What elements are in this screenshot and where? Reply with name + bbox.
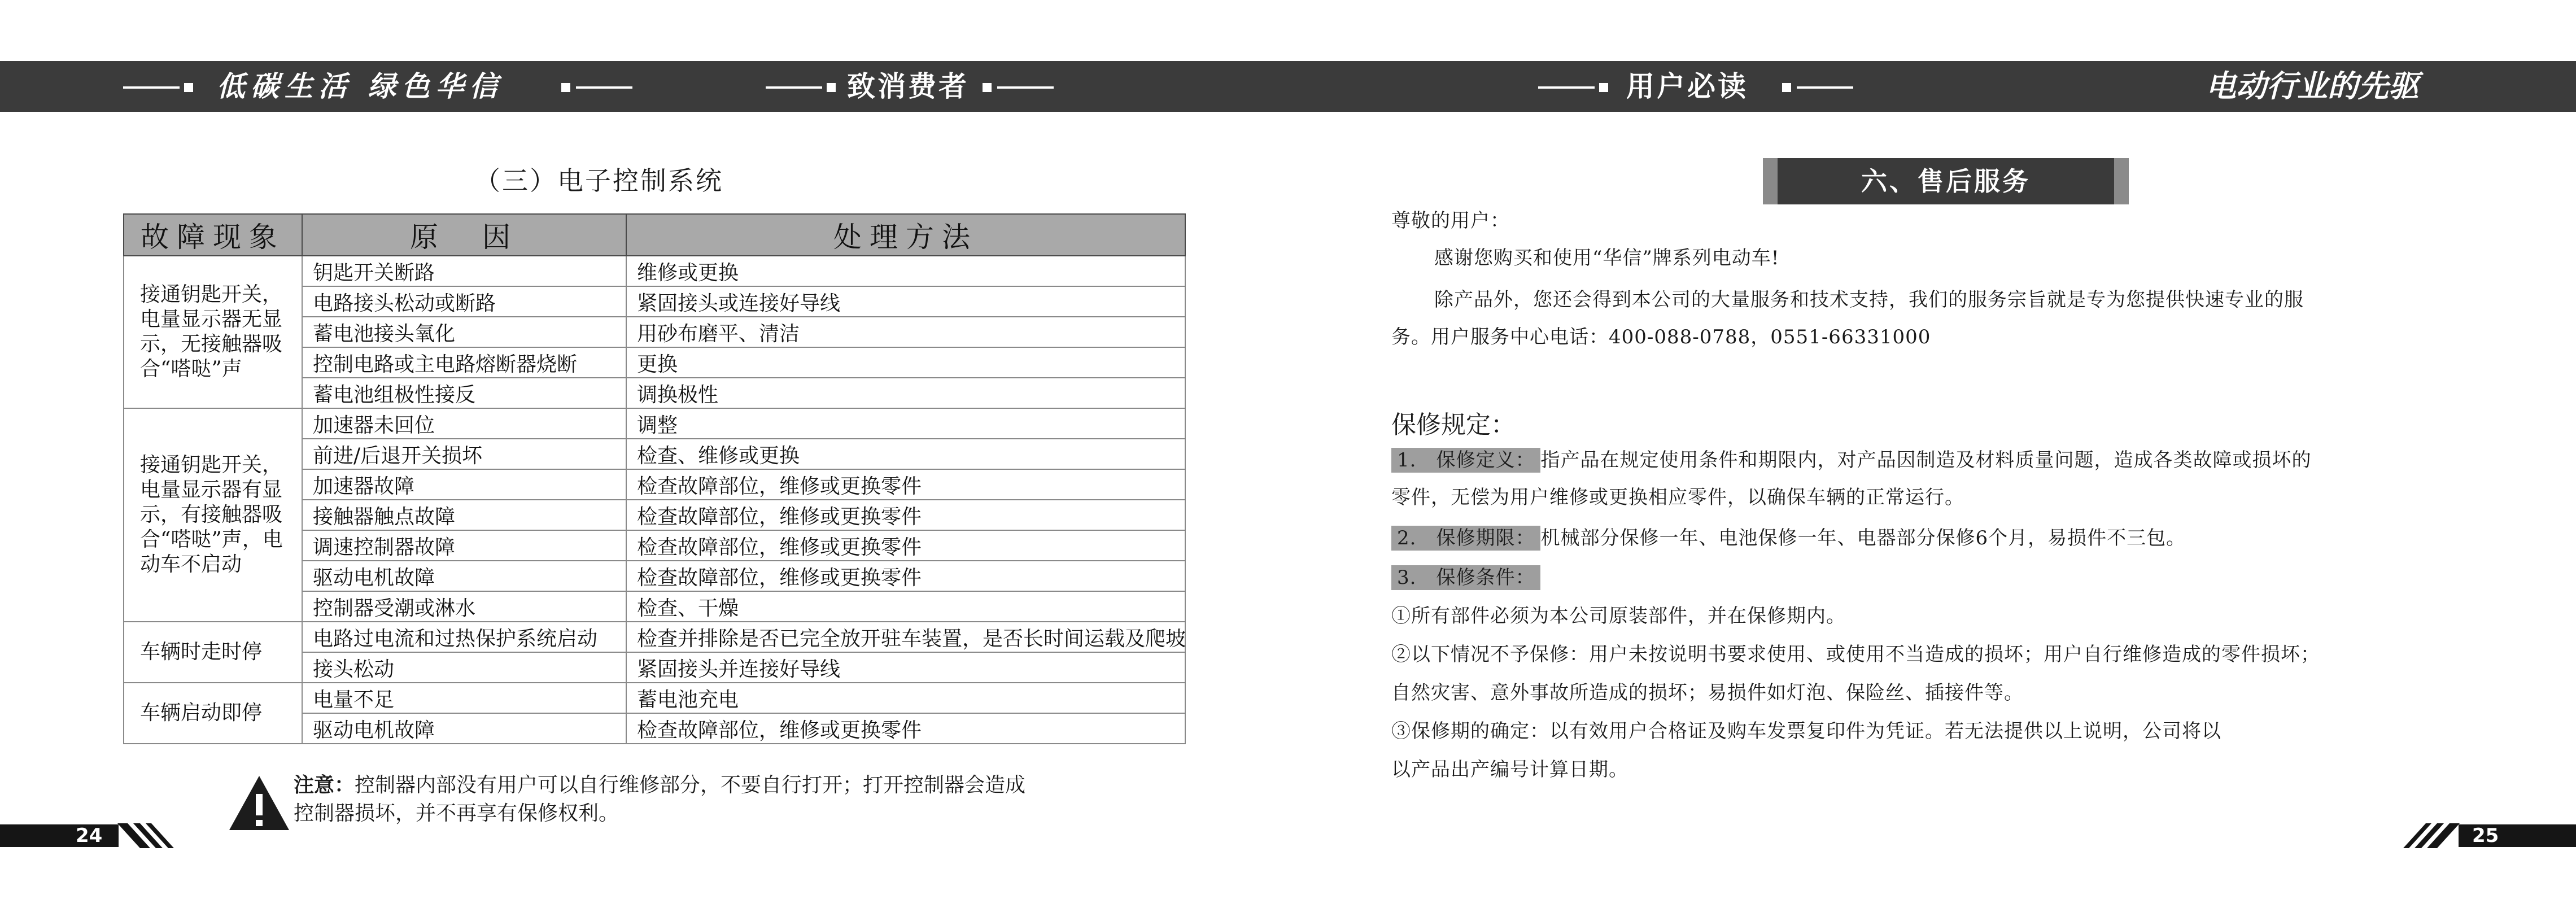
- solution-cell: 检查故障部位，维修或更换零件: [626, 469, 1185, 500]
- table-row: [124, 622, 1185, 652]
- header-deco-line: [1797, 86, 1853, 89]
- solution-cell: 检查、维修或更换: [626, 439, 1185, 469]
- phenomenon-cell: 接通钥匙开关，电量显示器无显示，无接触器吸合“嗒哒”声: [124, 256, 302, 408]
- solution-cell: 紧固接头并连接好导线: [626, 652, 1185, 683]
- fault-table-body: [124, 256, 1185, 744]
- left-section-title: （三）电子控制系统: [474, 165, 723, 196]
- solution-cell: 更换: [626, 347, 1185, 378]
- cause-cell: 控制电路或主电路熔断器烧断: [302, 347, 626, 378]
- solution-cell: 检查故障部位，维修或更换零件: [626, 500, 1185, 530]
- header-deco-line: [997, 86, 1054, 89]
- header-deco-square: [983, 83, 992, 92]
- condition-3-line-1: ③保修期的确定：以有效用户合格证及购车发票复印件为凭证。若无法提供以上说明，公司将以: [1391, 720, 2221, 743]
- phenomenon-cell: 车辆启动即停: [124, 683, 302, 744]
- cause-cell: 加速器故障: [302, 469, 626, 500]
- warranty-item-2: [1391, 524, 2186, 552]
- item-3-label: 3. 保修条件：: [1391, 565, 1540, 590]
- notice-text-1: 控制器内部没有用户可以自行维修部分，不要自行打开；打开控制器会造成: [355, 774, 1026, 797]
- notice-text-2: 控制器损坏，并不再享有保修权利。: [294, 802, 619, 825]
- table-row: [124, 256, 1185, 286]
- center-title: 致消费者: [847, 70, 969, 103]
- header-deco-line: [1538, 86, 1595, 89]
- page-stripes-left-icon: [117, 823, 180, 848]
- cause-cell: 接触器触点故障: [302, 500, 626, 530]
- right-section-title: 六、售后服务: [1763, 158, 2129, 204]
- cause-cell: 前进/后退开关损坏: [302, 439, 626, 469]
- header-phenomenon: 故障现象: [124, 214, 302, 256]
- thanks-line: 感谢您购买和使用“华信”牌系列电动车!: [1434, 247, 1780, 269]
- cause-cell: 加速器未回位: [302, 408, 626, 439]
- header-deco-square: [1782, 83, 1791, 92]
- warranty-item-1: [1391, 446, 2311, 474]
- condition-1: ①所有部件必须为本公司原装部件，并在保修期内。: [1391, 605, 1846, 627]
- cause-cell: 驱动电机故障: [302, 561, 626, 591]
- intro-line-1: 除产品外，您还会得到本公司的大量服务和技术支持，我们的服务宗旨就是专为您提供快速专业的服: [1434, 289, 2304, 311]
- solution-cell: 检查故障部位，维修或更换零件: [626, 561, 1185, 591]
- right-title: 用户必读: [1626, 70, 1748, 103]
- notice-label: 注意：: [294, 774, 355, 797]
- header-deco-square: [827, 83, 836, 92]
- item-1-continued: 零件，无偿为用户维修或更换相应零件，以确保车辆的正常运行。: [1391, 486, 1964, 509]
- greeting: 尊敬的用户：: [1391, 209, 1510, 232]
- page-number-right: 25: [2472, 824, 2499, 847]
- header-deco-line: [576, 86, 632, 89]
- table-row: [124, 408, 1185, 439]
- condition-3-line-2: 以产品出产编号计算日期。: [1391, 758, 1628, 781]
- page-number-left: 24: [76, 824, 103, 847]
- header-cause: 原 因: [302, 214, 626, 256]
- notice: [294, 771, 1025, 828]
- left-slogan: 低碳生活 绿色华信: [217, 70, 504, 103]
- table-row: [124, 683, 1185, 713]
- solution-cell: 检查故障部位，维修或更换零件: [626, 713, 1185, 744]
- condition-2-line-2: 自然灾害、意外事故所造成的损坏；易损件如灯泡、保险丝、插接件等。: [1391, 682, 2024, 704]
- solution-cell: 用砂布磨平、清洁: [626, 317, 1185, 347]
- item-1-text: 指产品在规定使用条件和期限内，对产品因制造及材料质量问题，造成各类故障或损坏的: [1540, 449, 2312, 472]
- fault-table: [123, 213, 1186, 744]
- phenomenon-cell: 车辆时走时停: [124, 622, 302, 683]
- page-stripes-right-icon: [2398, 823, 2460, 848]
- intro-line-2: 务。用户服务中心电话：400-088-0788，0551-66331000: [1391, 326, 1931, 348]
- cause-cell: 电量不足: [302, 683, 626, 713]
- cause-cell: 调速控制器故障: [302, 530, 626, 561]
- header-deco-square: [184, 83, 193, 92]
- header-deco-line: [123, 86, 180, 89]
- cause-cell: 钥匙开关断路: [302, 256, 626, 286]
- header-deco-square: [1599, 83, 1608, 92]
- solution-cell: 维修或更换: [626, 256, 1185, 286]
- header-solution: 处理方法: [626, 214, 1185, 256]
- item-2-text: 机械部分保修一年、电池保修一年、电器部分保修6个月，易损件不三包。: [1540, 527, 2186, 549]
- table-header-row: [124, 214, 1185, 256]
- cause-cell: 接头松动: [302, 652, 626, 683]
- cause-cell: 控制器受潮或淋水: [302, 591, 626, 622]
- condition-2-line-1: ②以下情况不予保修：用户未按说明书要求使用、或使用不当造成的损坏；用户自行维修造成的零件损坏；: [1391, 643, 2320, 666]
- cause-cell: 电路过电流和过热保护系统启动: [302, 622, 626, 652]
- warning-icon: [228, 775, 290, 831]
- solution-cell: 检查、干燥: [626, 591, 1185, 622]
- cause-cell: 电路接头松动或断路: [302, 286, 626, 317]
- header-band: [0, 61, 2576, 112]
- solution-cell: 调换极性: [626, 378, 1185, 408]
- cause-cell: 蓄电池组极性接反: [302, 378, 626, 408]
- solution-cell: 调整: [626, 408, 1185, 439]
- notice-line-1: [294, 771, 1025, 800]
- item-1-label: 1. 保修定义：: [1391, 448, 1540, 473]
- solution-cell: 蓄电池充电: [626, 683, 1185, 713]
- cause-cell: 蓄电池接头氧化: [302, 317, 626, 347]
- phenomenon-cell: 接通钥匙开关，电量显示器有显示，有接触器吸合“嗒哒”声，电动车不启动: [124, 408, 302, 622]
- solution-cell: 紧固接头或连接好导线: [626, 286, 1185, 317]
- solution-cell: 检查并排除是否已完全放开驻车装置，是否长时间运载及爬坡: [626, 622, 1185, 652]
- cause-cell: 驱动电机故障: [302, 713, 626, 744]
- warranty-item-3: [1391, 564, 1540, 592]
- warranty-heading: 保修规定：: [1391, 411, 1516, 439]
- header-deco-square: [561, 83, 570, 92]
- solution-cell: 检查故障部位，维修或更换零件: [626, 530, 1185, 561]
- item-2-label: 2. 保修期限：: [1391, 526, 1540, 551]
- header-deco-line: [766, 86, 822, 89]
- brand-slogan: 电动行业的先驱: [2206, 68, 2419, 104]
